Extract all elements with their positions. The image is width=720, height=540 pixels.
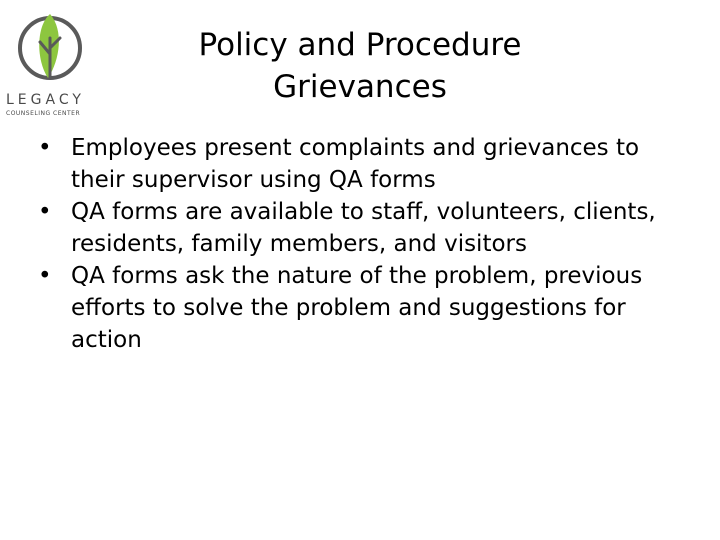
- bullet-list: [38, 132, 688, 356]
- legacy-logo: [6, 8, 98, 118]
- bullet-item: [38, 260, 688, 356]
- logo-subtitle: COUNSELING CENTER: [6, 110, 81, 117]
- bullet-text: QA forms ask the nature of the problem, previous efforts to solve the problem and suggestions for action: [71, 263, 643, 353]
- bullet-icon: •: [38, 135, 52, 161]
- bullet-icon: •: [38, 199, 52, 225]
- slide-title: [120, 24, 600, 108]
- bullet-text: Employees present complaints and grievances to their supervisor using QA forms: [71, 135, 640, 193]
- tree-icon: [14, 8, 86, 88]
- title-line-2: Grievances: [273, 69, 447, 105]
- title-line-1: Policy and Procedure: [198, 27, 522, 63]
- bullet-item: [38, 132, 688, 196]
- bullet-text: QA forms are available to staff, volunteers, clients, residents, family members, and visitors: [71, 199, 656, 257]
- bullet-icon: •: [38, 263, 52, 289]
- logo-name: LEGACY: [6, 92, 85, 108]
- bullet-item: [38, 196, 688, 260]
